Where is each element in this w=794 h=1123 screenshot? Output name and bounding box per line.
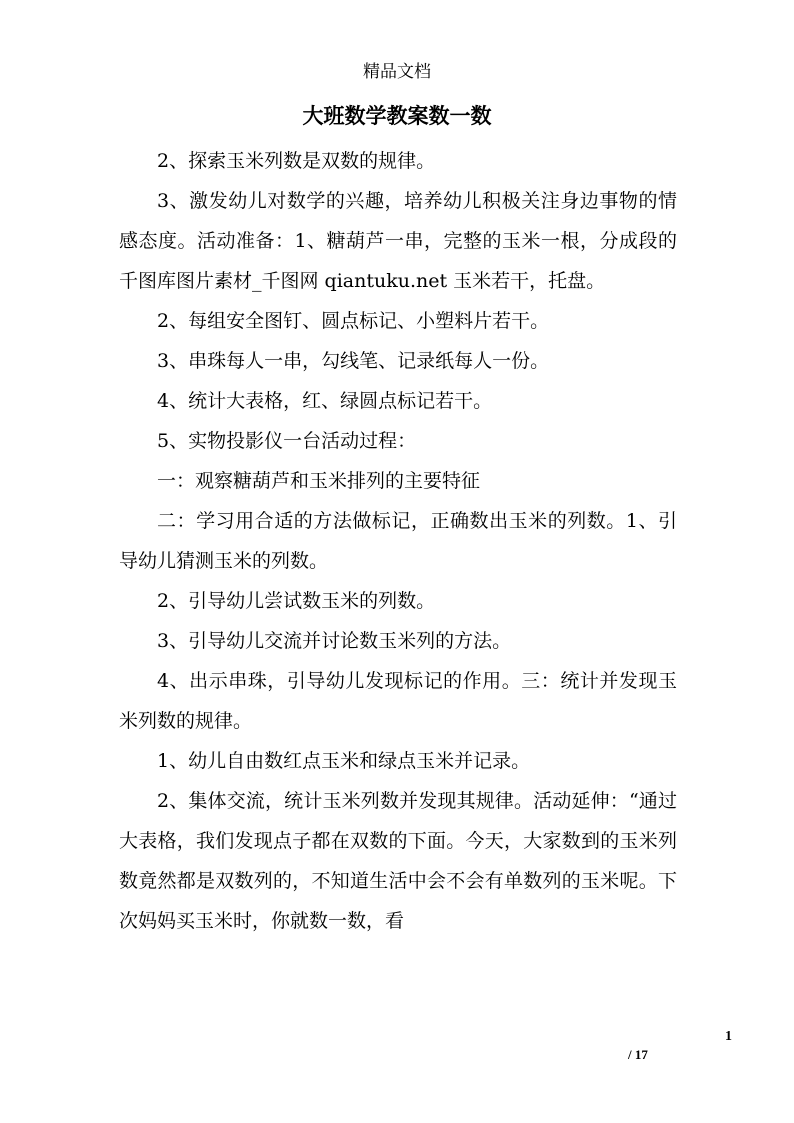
- paragraph: 2、探索玉米列数是双数的规律。: [157, 150, 436, 172]
- paragraph: 2、引导幼儿尝试数玉米的列数。: [157, 590, 436, 612]
- paragraph: 一：观察糖葫芦和玉米排列的主要特征: [157, 470, 481, 492]
- document-title: 大班数学教案数一数: [302, 103, 492, 128]
- paragraph: 3、引导幼儿交流并讨论数玉米列的方法。: [157, 630, 512, 652]
- document-body: [119, 141, 677, 941]
- page-header: 精品文档: [363, 62, 431, 82]
- page-number: 1: [725, 1029, 732, 1044]
- paragraph: 3、串珠每人一串，勾线笔、记录纸每人一份。: [157, 350, 550, 372]
- paragraph: 5、实物投影仪一台活动过程：: [157, 430, 417, 452]
- paragraph: 4、出示串珠，引导幼儿发现标记的作用。三：统计并发现玉米列数的规律。: [119, 670, 677, 732]
- paragraph: 3、激发幼儿对数学的兴趣，培养幼儿积极关注身边事物的情感态度。活动准备：1、糖葫芦一串，完整的玉米一根，分成段的千图库图片素材_千图网 qiantuku.net 玉米若干，托盘。: [119, 190, 677, 292]
- paragraph: 1、幼儿自由数红点玉米和绿点玉米并记录。: [157, 750, 531, 772]
- paragraph: 二：学习用合适的方法做标记，正确数出玉米的列数。1、引导幼儿猜测玉米的列数。: [119, 510, 677, 572]
- total-pages: / 17: [628, 1047, 648, 1062]
- paragraph: 2、每组安全图钉、圆点标记、小塑料片若干。: [157, 310, 550, 332]
- paragraph: 2、集体交流，统计玉米列数并发现其规律。活动延伸：“通过大表格，我们发现点子都在双数的下面。今天，大家数到的玉米列数竟然都是双数列的，不知道生活中会不会有单数列的玉米呢。下次妈妈买玉米时，你就数一数，看: [119, 790, 677, 932]
- paragraph: 4、统计大表格，红、绿圆点标记若干。: [157, 390, 493, 412]
